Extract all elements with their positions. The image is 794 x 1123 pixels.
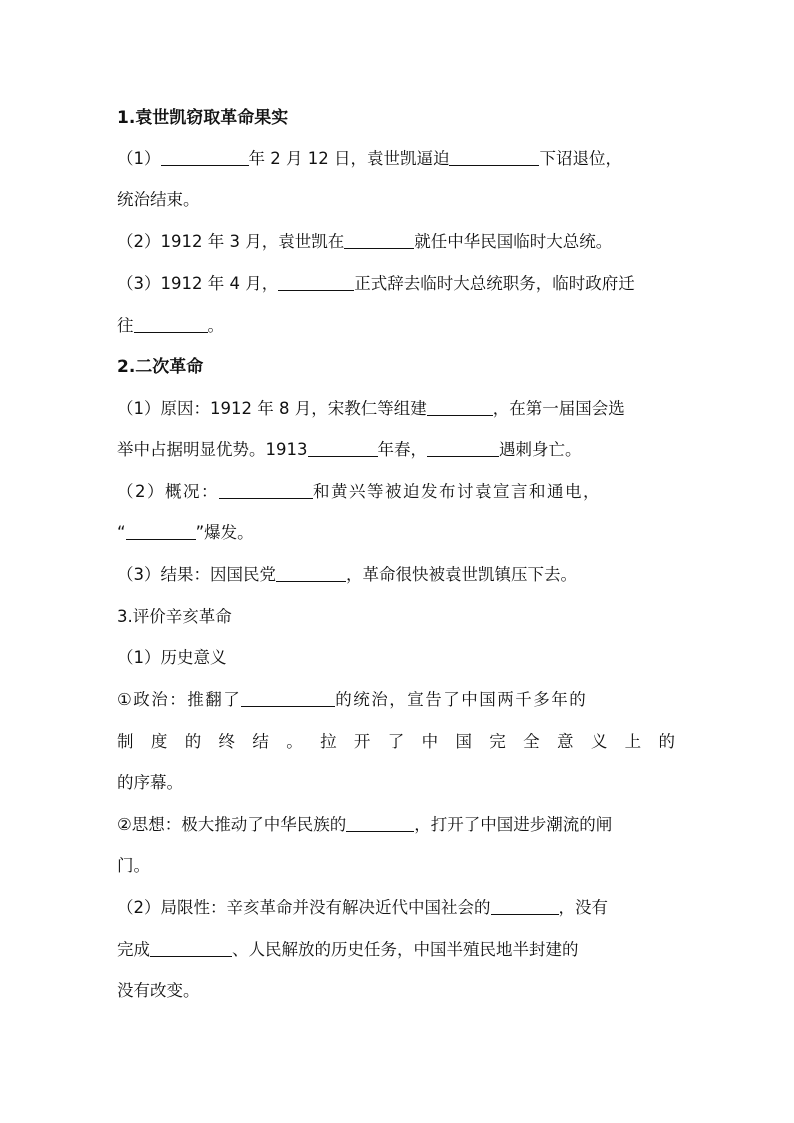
char: 开 bbox=[353, 732, 371, 751]
s1-item2-text-end: 就任中华民国临时大总统。 bbox=[414, 232, 613, 251]
s3-sub-heading-significance: （1）历史意义 bbox=[117, 648, 227, 667]
fill-blank[interactable] bbox=[161, 149, 249, 166]
s1-item3-cont-end: 。 bbox=[207, 316, 224, 335]
s2-item1-cont-end: 遇刺身亡。 bbox=[499, 440, 582, 459]
fill-blank[interactable] bbox=[150, 940, 232, 957]
s1-item1-number: （1） bbox=[117, 149, 161, 168]
char: 的 bbox=[184, 732, 202, 751]
s3-limit-text: （2）局限性：辛亥革命并没有解决近代中国社会的 bbox=[117, 898, 491, 917]
s1-item1-text-end: 下诏退位， bbox=[539, 149, 622, 168]
char: 完 bbox=[489, 732, 506, 751]
s3-limit-cont bbox=[117, 940, 579, 960]
s1-item3-cont bbox=[117, 316, 224, 336]
s1-item1-line bbox=[117, 149, 622, 169]
s2-item1-cont-text: 举中占据明显优势。1913 bbox=[117, 440, 308, 459]
s1-item3-text-end: 正式辞去临时大总统职务，临时政府迁 bbox=[354, 274, 635, 293]
fill-blank[interactable] bbox=[449, 149, 539, 166]
char: 度 bbox=[150, 732, 168, 751]
s3-politics-text-end: 的统治，宣告了中国两千多年的 bbox=[335, 690, 588, 709]
fill-blank[interactable] bbox=[276, 565, 346, 582]
s3-politics-cont2: 的序幕。 bbox=[117, 773, 183, 792]
s1-item3-line bbox=[117, 274, 635, 294]
s1-item2-line bbox=[117, 232, 612, 252]
s3-limit-cont-text: 完成 bbox=[117, 940, 150, 959]
fill-blank[interactable] bbox=[346, 815, 414, 832]
char: 结 bbox=[252, 732, 269, 751]
s3-politics-cont bbox=[117, 732, 675, 752]
s2-item2-text: （2）概况： bbox=[117, 482, 219, 501]
s3-thought-text: ②思想：极大推动了中华民族的 bbox=[117, 815, 347, 834]
char: 全 bbox=[523, 732, 540, 751]
s3-politics-line bbox=[117, 690, 587, 710]
char: 国 bbox=[455, 732, 472, 751]
char: 。 bbox=[286, 732, 303, 751]
fill-blank[interactable] bbox=[278, 274, 354, 291]
s2-item1-line bbox=[117, 399, 625, 419]
s3-thought-cont: 门。 bbox=[117, 856, 150, 875]
char: 意 bbox=[556, 732, 574, 751]
s3-politics-text: ①政治：推翻了 bbox=[117, 690, 242, 709]
char: 的 bbox=[658, 732, 675, 751]
s2-item2-cont bbox=[117, 523, 254, 543]
s2-item1-text-end: ，在第一届国会选 bbox=[492, 399, 625, 418]
char: 终 bbox=[218, 732, 236, 751]
s3-limit-text-end: ，没有 bbox=[558, 898, 608, 917]
s1-item2-text: （2）1912 年 3 月，袁世凯在 bbox=[117, 232, 345, 251]
s3-thought-line bbox=[117, 815, 612, 835]
s2-item2-cont-end: ”爆发。 bbox=[195, 523, 254, 542]
s2-item3-text: （3）结果：因国民党 bbox=[117, 565, 276, 584]
fill-blank[interactable] bbox=[219, 482, 313, 499]
char: 上 bbox=[624, 732, 642, 751]
s2-item1-cont bbox=[117, 440, 582, 460]
fill-blank[interactable] bbox=[427, 440, 499, 457]
char: 了 bbox=[387, 732, 405, 751]
s2-item2-open-quote: “ bbox=[117, 523, 126, 542]
s3-limit-cont2: 没有改变。 bbox=[117, 981, 200, 1000]
s1-item3-text: （3）1912 年 4 月， bbox=[117, 274, 279, 293]
section-3-heading: 3.评价辛亥革命 bbox=[117, 607, 232, 626]
section-1-heading: 1.袁世凯窃取革命果实 bbox=[117, 108, 289, 128]
s3-limit-cont-end: 、人民解放的历史任务，中国半殖民地半封建的 bbox=[232, 940, 579, 959]
fill-blank[interactable] bbox=[241, 690, 335, 707]
char: 中 bbox=[421, 732, 439, 751]
s3-thought-text-end: ，打开了中国进步潮流的闸 bbox=[414, 815, 613, 834]
fill-blank[interactable] bbox=[427, 399, 493, 416]
fill-blank[interactable] bbox=[134, 316, 208, 333]
fill-blank[interactable] bbox=[491, 898, 559, 915]
s2-item1-cont-text2: 年春， bbox=[377, 440, 427, 459]
char: 制 bbox=[117, 732, 134, 751]
fill-blank[interactable] bbox=[344, 232, 414, 249]
s1-item3-cont-text: 往 bbox=[117, 316, 134, 335]
s2-item3-text-end: ，革命很快被袁世凯镇压下去。 bbox=[346, 565, 577, 584]
section-2-heading: 2.二次革命 bbox=[117, 357, 204, 377]
s2-item1-text: （1）原因：1912 年 8 月，宋教仁等组建 bbox=[117, 399, 427, 418]
char: 义 bbox=[590, 732, 608, 751]
s2-item2-line bbox=[117, 482, 601, 502]
s2-item2-text-end: 和黄兴等被迫发布讨袁宣言和通电， bbox=[313, 482, 601, 501]
fill-blank[interactable] bbox=[126, 523, 196, 540]
s3-limit-line bbox=[117, 898, 608, 918]
s1-item1-cont: 统治结束。 bbox=[117, 190, 200, 209]
char: 拉 bbox=[320, 732, 337, 751]
s2-item3-line bbox=[117, 565, 577, 585]
s1-item1-text: 年 2 月 12 日，袁世凯逼迫 bbox=[248, 149, 450, 168]
fill-blank[interactable] bbox=[308, 440, 378, 457]
